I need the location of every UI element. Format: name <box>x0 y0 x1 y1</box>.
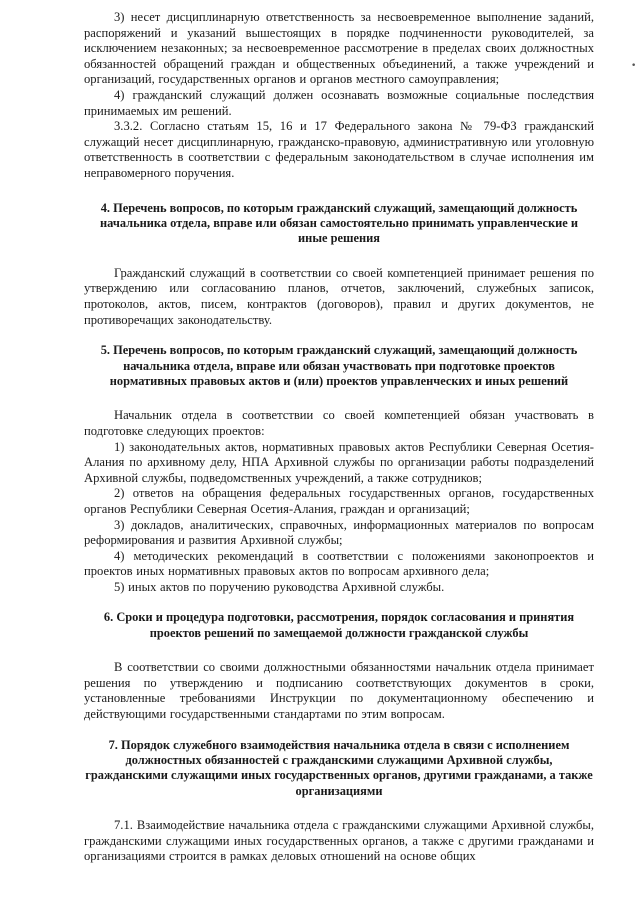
section-5-item-3: 3) докладов, аналитических, справочных, информационных материалов по вопросам реформирования и развития Архивной службы; <box>84 517 594 548</box>
section-4-title: 4. Перечень вопросов, по которым гражданский служащий, замещающий должность начальника отдела, вправе или обязан самостоятельно принимать управленческие и иные решения <box>100 200 578 246</box>
section-5-item-1: 1) законодательных актов, нормативных правовых актов Республики Северная Осетия-Алания по архивному делу, НПА Архивной службы по организации работы подразделений Архивной службы, подведомственных учреждений, а также сотрудников; <box>84 439 594 485</box>
section-5-title: 5. Перечень вопросов, по которым гражданский служащий, замещающий должность начальника отдела, вправе или обязан участвовать при подготовке проектов нормативных правовых актов и (или) проектов управленческих и иных решений <box>100 343 578 388</box>
paragraph-3-3-2: 3.3.2. Согласно статьям 15, 16 и 17 Федерального закона № 79-ФЗ гражданский служащий несет дисциплинарную, гражданско-правовую, административную или уголовную ответственность в соответствии с федеральным законодательством в случае исполнения им неправомерного поручения. <box>84 119 594 180</box>
paragraph-item-3: 3) несет дисциплинарную ответственность за несвоевременное выполнение заданий, распоряжений и указаний вышестоящих в порядке подчиненности руководителей, за исключением незаконных; за несвоевременное рассмотрение в пределах своих должностных обязанностей обращений граждан и общественных объединений, а также учреждений и организаций, государственных органов и органов местного самоуправления; <box>84 10 594 87</box>
section-7-body: 7.1. Взаимодействие начальника отдела с гражданскими служащими Архивной службы, гражданскими служащими иных государственных органов, а также с другими гражданами и организациями строится в рамках деловых отношений на основе общих <box>84 818 594 864</box>
section-6-title: 6. Сроки и процедура подготовки, рассмотрения, порядок согласования и принятия проектов решений по замещаемой должности гражданской службы <box>103 610 575 640</box>
section-5-intro: Начальник отдела в соответствии со своей компетенцией обязан участвовать в подготовке следующих проектов: <box>84 408 594 438</box>
paragraph-item-4: 4) гражданский служащий должен осознавать возможные социальные последствия принимаемых им решений. <box>84 87 594 118</box>
margin-dot-mark: • <box>631 61 637 71</box>
section-5-item-2: 2) ответов на обращения федеральных государственных органов, государственных органов Республики Северная Осетия-Алания, граждан и организаций; <box>84 486 594 516</box>
section-5-item-4: 4) методических рекомендаций в соответствии с положениями законопроектов и проектов иных нормативных правовых актов по вопросам архивного дела; <box>84 548 594 579</box>
section-4-body: Гражданский служащий в соответствии со своей компетенцией принимает решения по утверждению или согласованию планов, отчетов, заключений, служебных записок, протоколов, актов, писем, контрактов (договоров), правил и других документов, не противоречащих законодательству. <box>84 265 594 327</box>
document-text <box>84 10 594 865</box>
section-6-body: В соответствии со своими должностными обязанностями начальник отдела принимает решения по утверждению и подписанию соответствующих документов в сроки, установленные требованиями Инструкции по документационному обеспечению и действующими государственными стандартами по этим вопросам. <box>84 660 594 722</box>
section-7-title: 7. Порядок служебного взаимодействия начальника отдела в связи с исполнением должностных обязанностей с гражданскими служащими Архивной службы, гражданскими служащими иных государственных органов, другими гражданами, а также организациями <box>85 737 593 798</box>
section-5-item-5: 5) иных актов по поручению руководства Архивной службы. <box>114 579 445 594</box>
